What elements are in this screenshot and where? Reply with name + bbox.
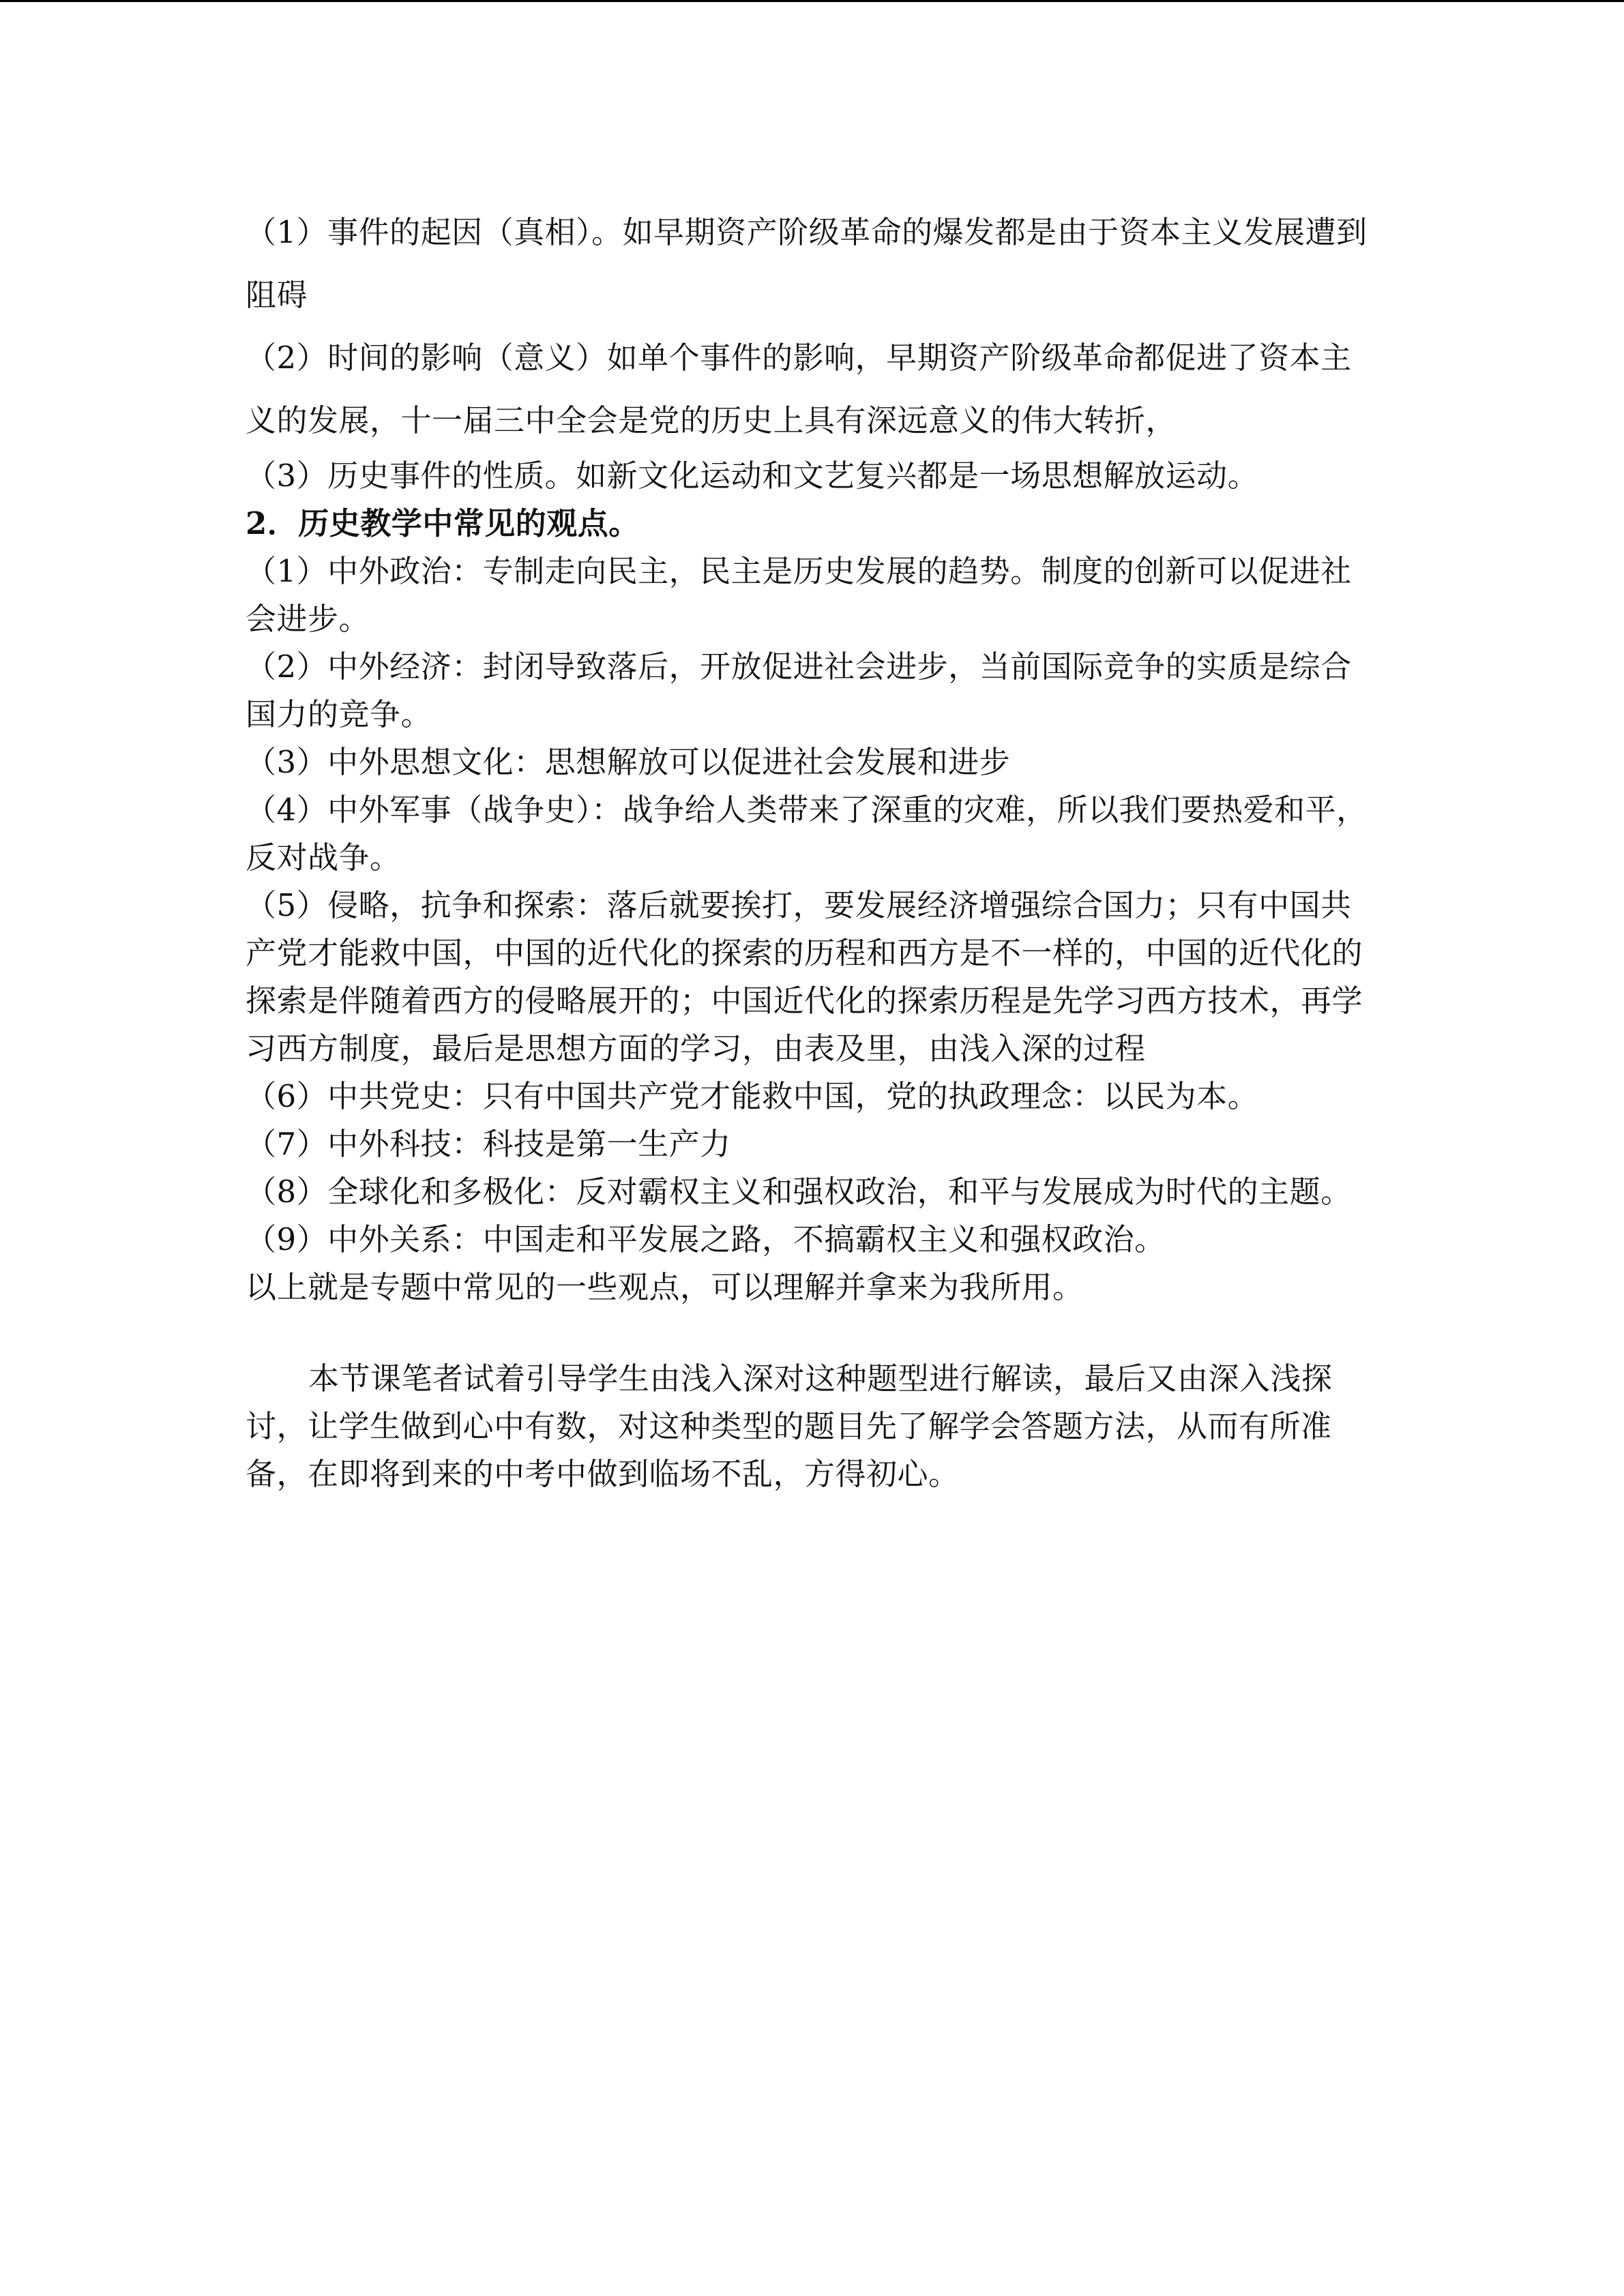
paragraph-cause: （1）事件的起因（真相）。如早期资产阶级革命的爆发都是由于资本主义发展遭到阻碍 — [246, 214, 1368, 313]
summary-line: 以上就是专题中常见的一些观点，可以理解并拿来为我所用。 — [246, 1269, 1084, 1305]
section-heading: 2．历史教学中常见的观点。 — [246, 505, 640, 541]
list-item: （1）中外政治：专制走向民主，民主是历史发展的趋势。制度的创新可以促进社会进步。 — [246, 553, 1352, 637]
list-item: （9）中外关系：中国走和平发展之路，不搞霸权主义和强权政治。 — [246, 1221, 1166, 1257]
document-body — [246, 201, 1378, 1498]
list-item: （4）中外军事（战争史）：战争给人类带来了深重的灾难，所以我们要热爱和平，反对战争。 — [246, 792, 1368, 876]
list-item: （2）中外经济：封闭导致落后，开放促进社会进步，当前国际竞争的实质是综合国力的竞争。 — [246, 648, 1352, 732]
list-item: （7）中外科技：科技是第一生产力 — [246, 1126, 731, 1162]
paragraph-impact: （2）时间的影响（意义）如单个事件的影响，早期资产阶级革命都促进了资本主义的发展，十一届三中全会是党的历史上具有深远意义的伟大转折， — [246, 340, 1352, 438]
list-item: （5）侵略，抗争和探索：落后就要挨打，要发展经济增强综合国力；只有中国共产党才能救中国，中国的近代化的探索的历程和西方是不一样的，中国的近代化的探索是伴随着西方的侵略展开的；中国近代化的探索历程是先学习西方技术，再学习西方制度，最后是思想方面的学习，由表及里，由浅入深的过程 — [246, 887, 1363, 1067]
list-item: （3）中外思想文化：思想解放可以促进社会发展和进步 — [246, 744, 1011, 780]
closing-paragraph: 本节课笔者试着引导学生由浅入深对这种题型进行解读，最后又由深入浅探讨，让学生做到心中有数，对这种类型的题目先了解学会答题方法，从而有所准备，在即将到来的中考中做到临场不乱，方得初心。 — [246, 1360, 1333, 1492]
list-item: （8）全球化和多极化：反对霸权主义和强权政治，和平与发展成为时代的主题。 — [246, 1174, 1352, 1210]
list-item: （6）中共党史：只有中国共产党才能救中国，党的执政理念：以民为本。 — [246, 1078, 1259, 1114]
paragraph-nature: （3）历史事件的性质。如新文化运动和文艺复兴都是一场思想解放运动。 — [246, 458, 1259, 494]
